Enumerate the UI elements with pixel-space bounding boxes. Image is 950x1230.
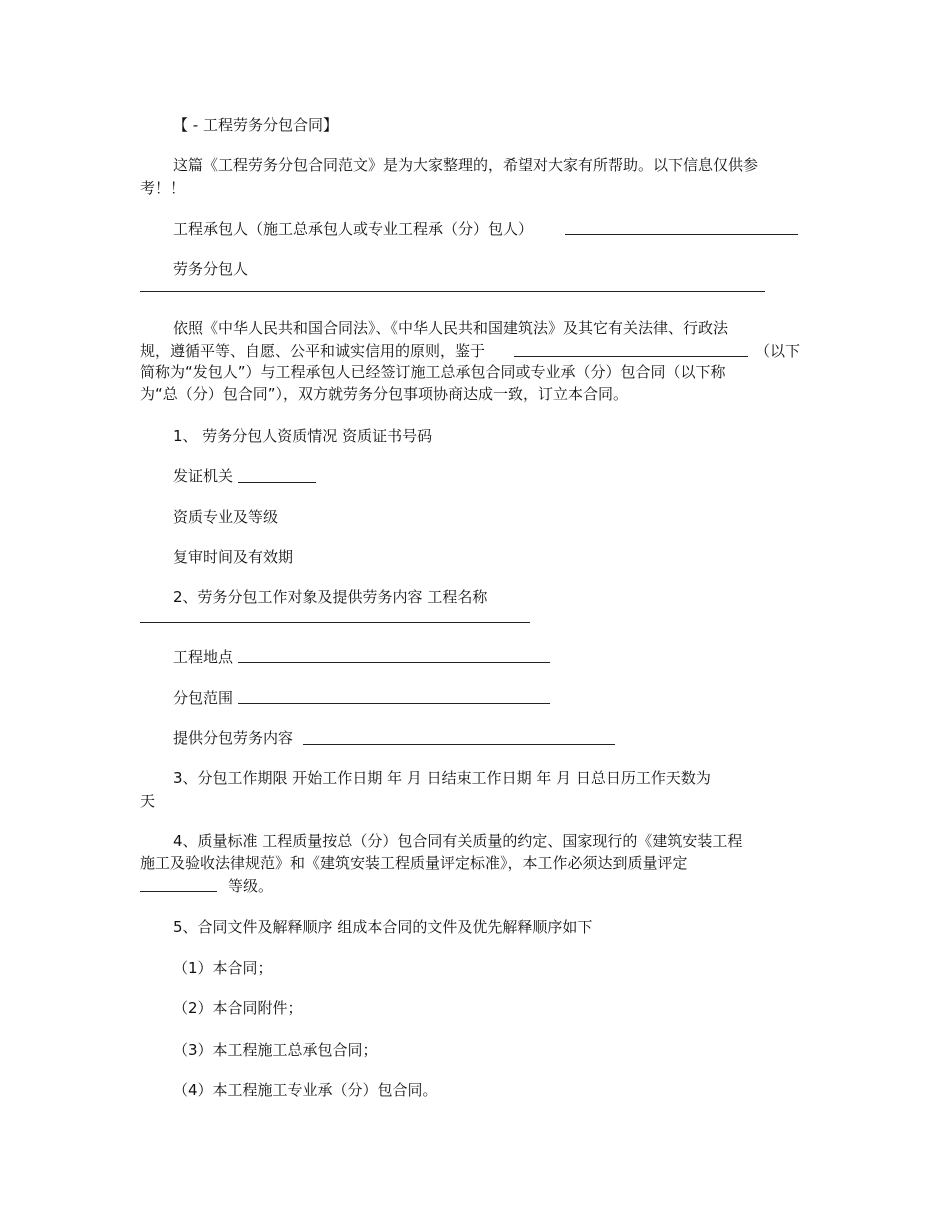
issuing-authority-blank-line (238, 482, 316, 483)
subcontractor-label: 劳务分包人 (173, 260, 249, 278)
basis-line-4: 为“总（分）包合同”），双方就劳务分包事项协商达成一致，订立本合同。 (140, 385, 629, 403)
labor-content-label: 提供分包劳务内容 (173, 729, 294, 747)
project-location-blank-line (238, 662, 550, 663)
intro-line-1: 这篇《工程劳务分包合同范文》是为大家整理的，希望对大家有所帮助。以下信息仅供参 (173, 156, 759, 174)
basis-line-2b: （以下 (755, 342, 801, 360)
intro-line-2: 考！！ (140, 179, 186, 197)
section3-line-1: 3、分包工作期限 开始工作日期 年 月 日结束工作日期 年 月 日总日历工作天数为 (173, 769, 711, 787)
subcontractor-blank-line (140, 291, 765, 292)
basis-line-1: 依照《中华人民共和国合同法》、《中华人民共和国建筑法》及其它有关法律、行政法 (173, 319, 729, 337)
issuing-authority-label: 发证机关 (173, 467, 234, 485)
section1-heading: 1、 劳务分包人资质情况 资质证书号码 (173, 427, 433, 445)
project-name-blank-line (140, 622, 530, 623)
list-item: （2）本合同附件； (173, 999, 303, 1017)
contractor-blank-line (565, 234, 798, 235)
basis-line-3: 简称为“发包人”）与工程承包人已经签订施工总承包合同或专业承（分）包合同（以下称 (140, 363, 726, 381)
list-item: （4）本工程施工专业承（分）包合同。 (173, 1081, 438, 1099)
subcontract-scope-blank-line (238, 703, 550, 704)
qualification-label: 资质专业及等级 (173, 508, 279, 526)
document-title: 【 - 工程劳务分包合同】 (173, 116, 338, 134)
project-location-label: 工程地点 (173, 648, 234, 666)
review-validity-label: 复审时间及有效期 (173, 548, 294, 566)
basis-line-2a: 规，遵循平等、自愿、公平和诚实信用的原则，鉴于 (140, 342, 486, 360)
quality-grade-blank-line (140, 891, 217, 892)
section5-heading: 5、合同文件及解释顺序 组成本合同的文件及优先解释顺序如下 (173, 918, 593, 936)
list-item: （1）本合同； (173, 959, 273, 977)
section2-heading: 2、劳务分包工作对象及提供劳务内容 工程名称 (173, 588, 488, 606)
section4-line-2: 施工及验收法律规范》和《建筑安装工程质量评定标准》，本工作必须达到质量评定 (140, 854, 688, 872)
section3-line-2: 天 (140, 792, 156, 810)
contractor-label: 工程承包人（施工总承包人或专业工程承（分）包人） (173, 220, 534, 238)
developer-blank-line (514, 356, 748, 357)
section4-line-1: 4、质量标准 工程质量按总（分）包合同有关质量的约定、国家现行的《建筑安装工程 (173, 832, 743, 850)
labor-content-blank-line (303, 744, 615, 745)
subcontract-scope-label: 分包范围 (173, 689, 234, 707)
section4-line-3: 等级。 (228, 877, 274, 895)
list-item: （3）本工程施工总承包合同； (173, 1041, 378, 1059)
